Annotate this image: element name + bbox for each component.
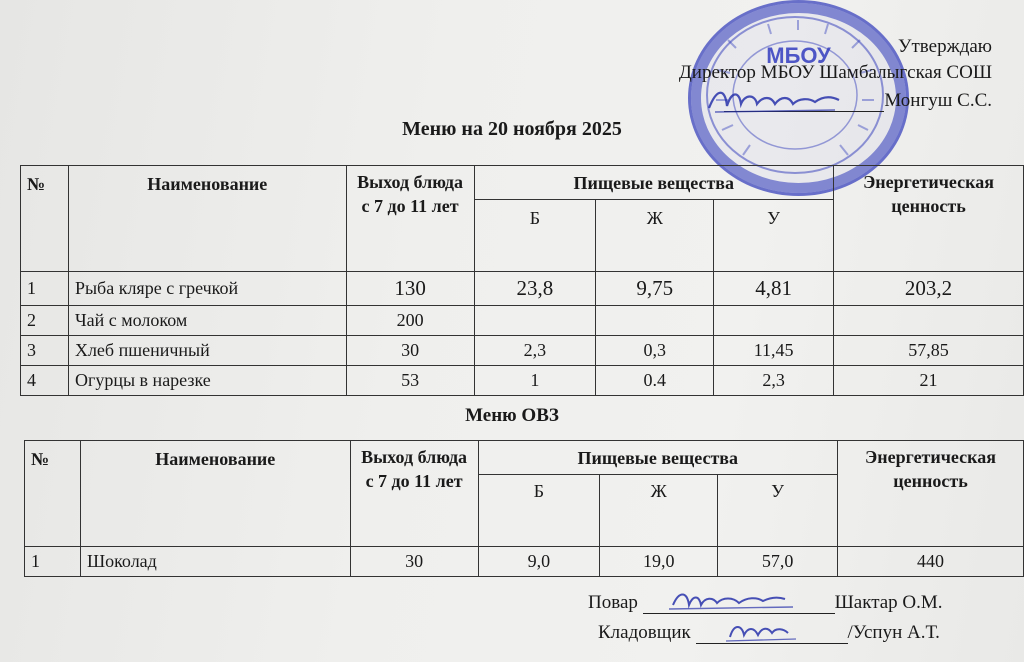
row-name: Чай с молоком [68,306,346,336]
row-num: 4 [21,366,69,396]
cook-signature-line [588,592,943,614]
ovz-header-output: Выход блюда с 7 до 11 лет [350,441,478,547]
row-energy: 203,2 [834,272,1024,306]
ovz-menu-table [24,440,1024,577]
storekeeper-signature [696,617,848,647]
storekeeper-label: Кладовщик [598,622,691,643]
row-zh: 0,3 [596,336,714,366]
row-u [714,306,834,336]
ovz-header-b: Б [478,475,600,547]
row-zh [596,306,714,336]
ovz-header-nutrients: Пищевые вещества [478,441,838,475]
row-u: 4,81 [714,272,834,306]
ovz-header-zh: Ж [600,475,718,547]
row-name: Шоколад [80,547,350,577]
header-b: Б [474,200,596,272]
header-zh: Ж [596,200,714,272]
cook-signature-blank [643,593,835,614]
row-output: 30 [350,547,478,577]
row-zh: 0.4 [596,366,714,396]
row-zh: 9,75 [596,272,714,306]
header-name: Наименование [68,166,346,272]
menu-title: Меню на 20 ноября 2025 [402,118,622,140]
row-output: 130 [346,272,474,306]
header-energy: Энергетическая ценность [834,166,1024,272]
row-output: 200 [346,306,474,336]
row-u: 57,0 [718,547,838,577]
row-u: 2,3 [714,366,834,396]
approval-heading: Утверждаю [898,36,992,57]
table-row [21,306,1024,336]
row-num: 1 [21,272,69,306]
ovz-header-num: № [25,441,81,547]
row-name: Огурцы в нарезке [68,366,346,396]
header-output: Выход блюда с 7 до 11 лет [346,166,474,272]
row-energy: 21 [834,366,1024,396]
row-b: 2,3 [474,336,596,366]
director-name: Монгуш С.С. [884,90,992,111]
row-b: 9,0 [478,547,600,577]
table-row [21,366,1024,396]
row-b [474,306,596,336]
ovz-menu-title: Меню ОВЗ [465,405,559,426]
storekeeper-signature-blank [696,623,848,644]
row-energy: 440 [838,547,1024,577]
row-output: 30 [346,336,474,366]
row-b: 1 [474,366,596,396]
row-name: Рыба кляре с гречкой [68,272,346,306]
approval-position: Директор МБОУ Шамбалыгская СОШ [678,62,992,83]
row-energy: 57,85 [834,336,1024,366]
row-u: 11,45 [714,336,834,366]
row-output: 53 [346,366,474,396]
director-signature [705,82,845,116]
header-u: У [714,200,834,272]
menu-table [20,165,1024,396]
header-num: № [21,166,69,272]
table-row [21,272,1024,306]
storekeeper-name: /Успун А.Т. [847,622,940,643]
row-energy [834,306,1024,336]
row-b: 23,8 [474,272,596,306]
row-num: 1 [25,547,81,577]
cook-label: Повар [588,592,638,613]
table-row [21,336,1024,366]
cook-name: Шактар О.М. [834,592,943,613]
cook-signature [643,587,835,617]
ovz-header-u: У [718,475,838,547]
row-num: 3 [21,336,69,366]
row-num: 2 [21,306,69,336]
storekeeper-signature-line [598,622,940,644]
table-row [25,547,1024,577]
ovz-header-name: Наименование [80,441,350,547]
ovz-header-energy: Энергетическая ценность [838,441,1024,547]
row-name: Хлеб пшеничный [68,336,346,366]
header-nutrients: Пищевые вещества [474,166,834,200]
stamp-center-text: МБОУ [766,43,831,68]
row-zh: 19,0 [600,547,718,577]
